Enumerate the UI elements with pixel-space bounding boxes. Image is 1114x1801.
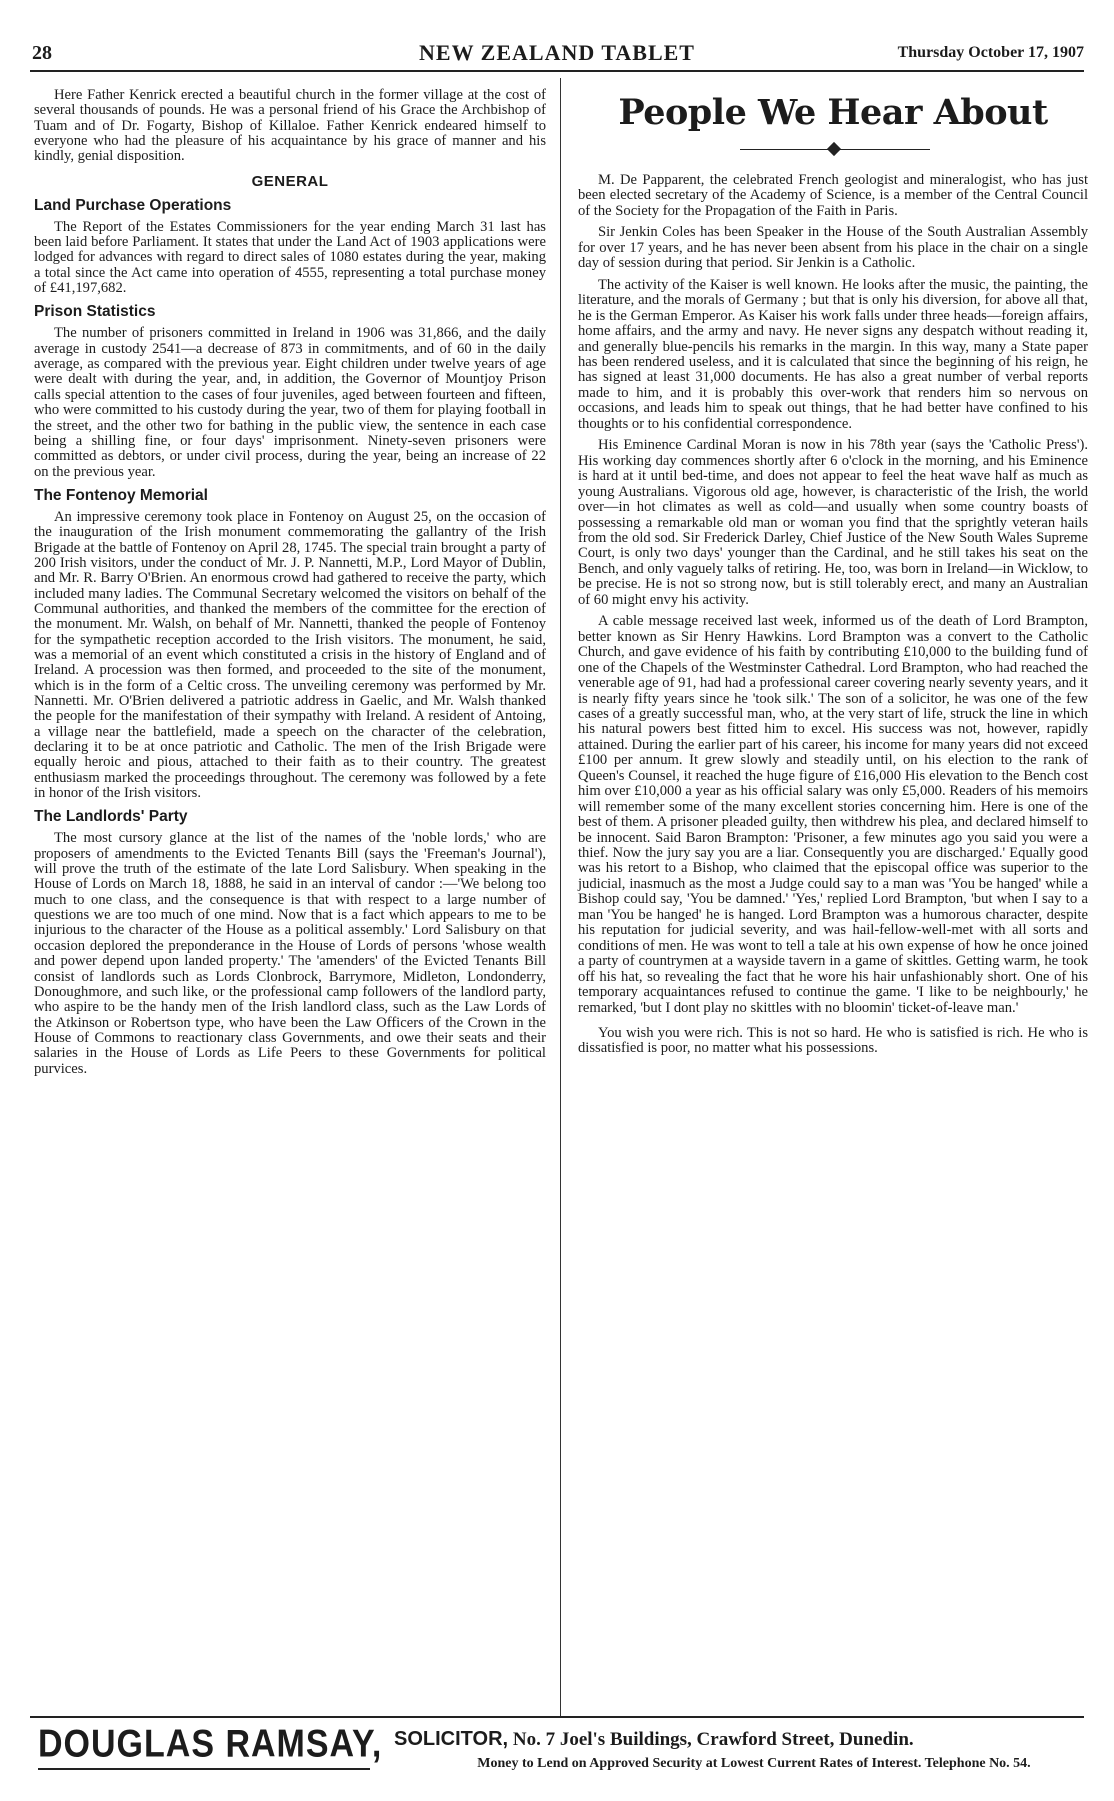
general-heading: GENERAL bbox=[251, 172, 329, 190]
paragraph-rich: You wish you were rich. This is not so hard. He who is satisfied is rich. He who is dissatisfied is poor, no matter what his possessions. bbox=[578, 1025, 1088, 1057]
advert-name: DOUGLAS RAMSAY, bbox=[38, 1722, 383, 1766]
paragraph-jenkin-coles: Sir Jenkin Coles has been Speaker in the House of the South Australian Assembly for over 17 years, and he has never been absent from his place in the chair on a single day of session during that period. Sir Jenkin is a Catholic. bbox=[578, 224, 1088, 272]
paragraph-cardinal-moran: His Eminence Cardinal Moran is now in his 78th year (says the 'Catholic Press'). His working day commences shortly after 6 o'clock in the morning, and his Eminence is hard at it until bed-time, and does not appear to feel the heat wave half as much as young Australians. Vigorous old age, however, is characteristic of the Irish, the world over—in hot climates as well as cold—and usually when some country boasts of possessing a remarkable old man or woman you find that the sprightly veteran hails from the old sod. Sir Frederick Darley, Chief Justice of the New South Wales Supreme Court, is only two days' younger than the Cardinal, and he still takes his seat on the Bench, and only vaguely talks of retiring. He, too, was born in Ireland—in Wicklow, to be precise. He is not so strong now, but is still tolerably erect, and many an Australian of 60 might envy his activity. bbox=[578, 437, 1088, 608]
advert-name-underline bbox=[38, 1768, 370, 1770]
left-column bbox=[34, 88, 546, 1077]
intro-paragraph: Here Father Kenrick erected a beautiful church in the former village at the cost of several thousands of pounds. He was a personal friend of his Grace the Archbishop of Tuam and of Dr. Fogarty, Bishop of Killaloe. Father Kenrick endeared himself to everyone who had the pleasure of his acquaintance by his grace of manner and his kindly, genial disposition. bbox=[34, 87, 546, 165]
paragraph-lord-brampton: A cable message received last week, informed us of the death of Lord Brampton, better known as Sir Henry Hawkins. Lord Brampton was a convert to the Catholic Church, and gave evidence of his faith by contributing £10,000 to the building fund of one of the Chapels of the Westminster Cathedral. Lord Brampton, who had reached the venerable age of 91, had had a professional career covering nearly seventy years, and it is nearly fifty years since he 'took silk.' The son of a solicitor, he was one of the few cases of a greatly successful man, who, at the very start of life, struck the line in which his natural powers best fitted him to excel. His success was not, however, rapidly attained. During the earlier part of his career, his income for many years did not exceed £100 per annum. It grew slowly and steadily until, on his election to the rank of Queen's Counsel, it reached the huge figure of £16,000 His elevation to the Bench cost him over £10,000 a year as his official salary was only £5,000. Readers of his memoirs will remember some of the many excellent stories concerning him. Here is one of the best of them. A prisoner pleaded guilty, then withdrew his plea, and declared himself to be innocent. Said Baron Brampton: 'Prisoner, a few minutes ago you said you were a thief. Now the jury say you are a liar. Consequently you are discharged.' Equally good was his retort to a Bishop, who claimed that the episcopal office was superior to the judicial, inasmuch as the most a Judge could say to a man was 'You be hanged' while a Bishop could say, 'You be damned.' 'Yes,' replied Lord Brampton, 'but when I say to a man 'You be hanged' he is hanged. Lord Brampton was a humorous character, despite his reputation for judicial severity, and was hail-fellow-well-met with all sorts and conditions of men. He was wont to tell a tale at his own expense of how he once joined a party of countrymen at a wayside tavern in a game of skittles. Getting warm, he took off his hat, so revealing the fact that he wore his hair unfashionably short. One of his temporary acquaintances refused to continue the game. 'I like to be neighbourly,' he remarked, 'but I dont play no skittles with no bloomin' ticket-of-leave man.' bbox=[578, 613, 1088, 1016]
fontenoy-memorial-paragraph: An impressive ceremony took place in Fontenoy on August 25, on the occasion of the inauguration of the Irish monument commemorating the gallantry of the Irish Brigade at the battle of Fontenoy on April 28, 1745. The special train brought a party of 200 Irish visitors, under the conduct of Mr. J. P. Nannetti, M.P., Lord Mayor of Dublin, and Mr. R. Barry O'Brien. An enormous crowd had gathered to receive the party, which included many ladies. The Communal Secretary welcomed the visitors on behalf of the Communal authorities, and thanked the members of the committee for the erection of the monument. Mr. Walsh, on behalf of Mr. Nannetti, thanked the people of Fontenoy for the sympathetic reception accorded to the Irish visitors. The monument, he said, was a memorial of an event which constituted a crisis in the history of England and of Ireland. A procession was then formed, and proceeded to the site of the monument, which is in the form of a Celtic cross. The unveiling ceremony was performed by Mr. Nannetti. Mr. O'Brien delivered a patriotic address in Gaelic, and Mr. Walsh thanked the people for the manifestation of their sympathy with Ireland. A resident of Antoing, a village near the battlefield, made a speech on the character of the celebration, declaring it to be at once patriotic and Catholic. The men of the Irish Brigade were equally heroic and pious, attached to their faith as to their country. The greatest enthusiasm marked the proceedings throughout. The ceremony was followed by a fete in honor of the Irish visitors. bbox=[34, 508, 547, 802]
land-purchase-heading: Land Purchase Operations bbox=[34, 196, 232, 214]
paragraph-papparent: M. De Papparent, the celebrated French geologist and mineralogist, who has just been elected secretary of the Academy of Science, is a member of the Central Council of the Society for the Propagation of the Faith in Paris. bbox=[578, 172, 1088, 219]
people-we-hear-about-heading: People We Hear About bbox=[618, 92, 1048, 133]
advert-rule bbox=[30, 1716, 1084, 1718]
advertisement bbox=[34, 1722, 1088, 1792]
page-number: 28 bbox=[32, 42, 52, 64]
diamond-ornament-icon bbox=[827, 142, 841, 156]
advert-address: No. 7 Joel's Buildings, Crawford Street, Dunedin. bbox=[512, 1729, 914, 1750]
masthead bbox=[30, 40, 1084, 72]
column-divider bbox=[560, 78, 561, 1716]
fontenoy-memorial-heading: The Fontenoy Memorial bbox=[34, 486, 208, 504]
publication-title: NEW ZEALAND TABLET bbox=[419, 40, 695, 65]
advert-note: Money to Lend on Approved Security at Lowest Current Rates of Interest. Telephone No. 54. bbox=[477, 1756, 1031, 1771]
advert-role: SOLICITOR, bbox=[394, 1728, 509, 1750]
right-column bbox=[578, 88, 1088, 1063]
issue-date: Thursday October 17, 1907 bbox=[897, 44, 1084, 61]
advert-main-line bbox=[394, 1728, 914, 1751]
prison-statistics-heading: Prison Statistics bbox=[34, 303, 156, 321]
paragraph-kaiser: The activity of the Kaiser is well known. He looks after the music, the painting, the literature, and the morals of Germany ; but that is only his diversion, for above all that, he is the German Emperor. As Kaiser his work falls under three heads—foreign affairs, home affairs, and the army and navy. He never signs any despatch without reading it, and generally blue-pencils his remarks in the margin. In this way, many a State paper has been rendered useless, and it is calculated that since the beginning of his reign, he has signed at least 31,000 documents. He has also a great number of verbal reports made to him, and it is probably this over-work that renders him so nervous on occasions, and leads him to speak out things, that he had better have confined to his thoughts or to his confidential correspondence. bbox=[578, 276, 1088, 432]
land-purchase-paragraph: The Report of the Estates Commissioners for the year ending March 31 last has been laid before Parliament. It states that under the Land Act of 1903 applications were lodged for advances with regard to direct sales of 1080 estates during the year, making a total since the Act came into operation of 4555, representing a total purchase money of £41,197,682. bbox=[34, 218, 546, 297]
heading-ornament bbox=[578, 141, 1088, 157]
prison-statistics-paragraph: The number of prisoners committed in Ireland in 1906 was 31,866, and the daily average in custody 2541—a decrease of 873 in commitments, and of 60 in the daily average, as compared with the previous year. Eight children under twelve years of age were dealt with during the year, and, in addition, the Governor of Mountjoy Prison calls special attention to the cases of four juveniles, aged between fourteen and fifteen, who were committed to his custody during the year, two of them for playing football in the street, and the other two for bathing in the public view, the sentence in each case being a shilling fine, or four days' imprisonment. Ninety-seven prisoners were committed as debtors, or under civil process, during the year, being an increase of 22 on the previous year. bbox=[34, 325, 546, 480]
landlords-party-paragraph: The most cursory glance at the list of the names of the 'noble lords,' who are proposers of amendments to the Evicted Tenants Bill (says the 'Freeman's Journal'), will prove the truth of the estimate of the late Lord Salisbury. When speaking in the House of Lords on March 18, 1888, he said in an interval of candor :—'We belong too much to one class, and the consequence is that with respect to a large number of questions we are too much of one mind. Now that is a fact which appears to me to be injurious to the character of the House as a political assembly.' Lord Salisbury on that occasion deplored the preponderance in the House of Lords of persons 'whose wealth and power depend upon landed property.' The 'amenders' of the Evicted Tenants Bill consist of landlords such as Lords Clonbrock, Barrymore, Midleton, Londonderry, Donoughmore, and such like, or the professional camp followers of the landlord party, who aspire to be the handy men of the Irish landlord class, such as the Law Lords of the Atkinson or Robertson type, who have been the Law Officers of the Crown in the House of Commons to reactionary class Governments, and owe their seats and their salaries in the House of Lords as Life Peers to these Governments for political purvices. bbox=[34, 830, 546, 1077]
landlords-party-heading: The Landlords' Party bbox=[34, 808, 188, 826]
